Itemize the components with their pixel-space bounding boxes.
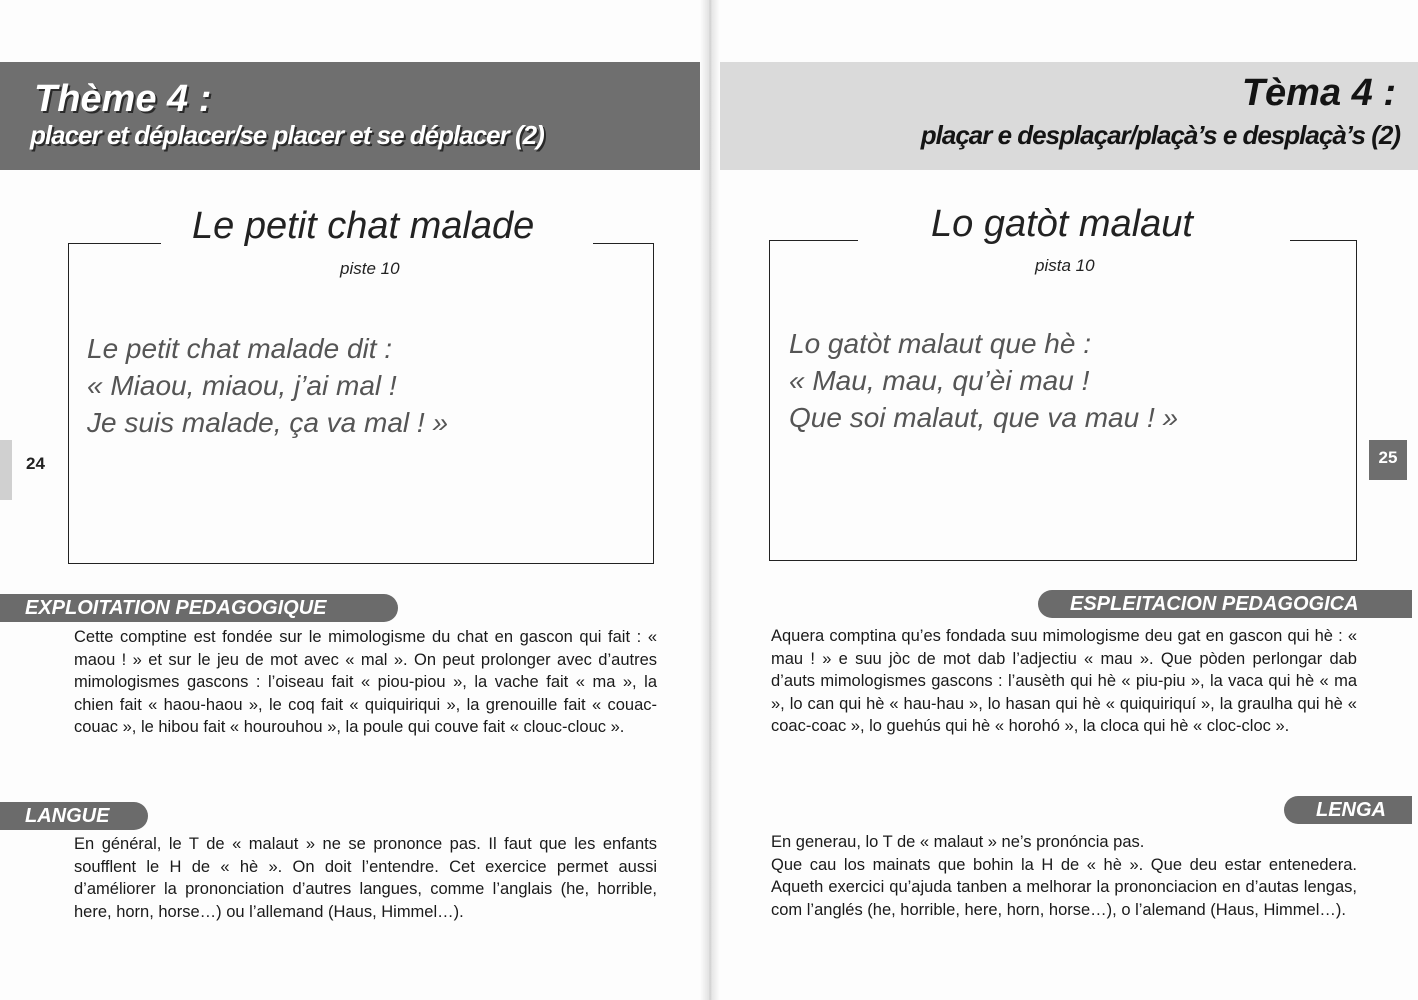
box-border-top-right xyxy=(593,243,653,244)
espleitacion-heading: ESPLEITACION PEDAGOGICA xyxy=(1038,590,1412,618)
box-border-top-left xyxy=(69,243,161,244)
espleitacion-text xyxy=(771,625,1357,738)
theme-subtitle: plaçar e desplaçar/plaçà’s e desplaçà’s (2) xyxy=(920,120,1400,150)
page-number: 24 xyxy=(26,454,45,473)
theme-title: Tèma 4 : xyxy=(1241,72,1396,114)
paragraph: En generau, lo T de « malaut » ne’s pronóncia pas. xyxy=(771,833,1145,851)
page-number: 25 xyxy=(1369,440,1407,480)
exploitation-text xyxy=(74,626,657,739)
langue-text xyxy=(74,833,657,923)
box-border-top-right xyxy=(1290,240,1356,241)
poem-title: Le petit chat malade xyxy=(192,205,535,247)
paragraph: Aquera comptina qu’es fondada suu mimologisme deu gat en gascon qui hè : « mau ! » e suu jòc de mot dab l’adjectiu « mau ». Que pòden perlongar dab d’auts mimologismes gascons : l’ausèth qui hè « piu-piu », la vaca qui hè « ma », lo can qui hè « hau-hau », lo hasan qui hè « quiquiriquí », la graulha qui hè « coac-coac », lo guehús qui hè « horohó », la cloca qui hè « cloc-cloc ». xyxy=(771,627,1357,735)
poem-line: Lo gatòt malaut que hè : xyxy=(789,328,1091,359)
page-edge-shade xyxy=(0,440,12,500)
track-label: piste 10 xyxy=(340,259,400,278)
poem-text xyxy=(789,325,1178,436)
book-gutter xyxy=(700,0,720,1000)
right-page xyxy=(709,0,1418,1000)
paragraph: Que cau los mainats que bohin la H de « hè ». Que deu estar entenedera. Aqueth exercici qu’ajuda tanben a melhorar la prononciacion en d’autas lengas, com l’anglés (he, horrible, here, horn, horse…), o l’alemand (Haus, Himmel…). xyxy=(771,855,1357,919)
theme-subtitle: placer et déplacer/se placer et se déplacer (2) xyxy=(30,120,544,150)
paragraph: Cette comptine est fondée sur le mimologisme du chat en gascon qui fait : « maou ! » et sur le jeu de mot avec « mal ». On peut prolonger avec d’autres mimologismes gascons : l’oiseau fait « piou-piou », la vache fait « ma », la chien fait « haou-haou », le coq fait « quiquiriqui », la grenouille fait « couac-couac », le hibou fait « hourouhou », la poule qui couve fait « clouc-clouc ». xyxy=(74,628,657,736)
lenga-text xyxy=(771,831,1357,921)
paragraph: En général, le T de « malaut » ne se prononce pas. Il faut que les enfants soufflent le H de « hè ». On doit l’entendre. Cet exercice permet aussi d’améliorer la prononciation d’autres langues, comme l’anglais (he, horrible, here, horn, horse…) ou l’allemand (Haus, Himmel…). xyxy=(74,835,657,921)
poem-title: Lo gatòt malaut xyxy=(931,203,1193,245)
lenga-heading: LENGA xyxy=(1284,796,1412,824)
poem-line: « Miaou, miaou, j’ai mal ! xyxy=(87,370,397,401)
poem-line: « Mau, mau, qu’èi mau ! xyxy=(789,365,1090,396)
langue-heading: LANGUE xyxy=(0,802,148,830)
theme-title: Thème 4 : xyxy=(34,78,212,120)
poem-line: Je suis malade, ça va mal ! » xyxy=(87,407,449,438)
poem-line: Que soi malaut, que va mau ! » xyxy=(789,402,1179,433)
poem-line: Le petit chat malade dit : xyxy=(87,333,393,364)
box-border-top-left xyxy=(770,240,858,241)
poem-text xyxy=(87,330,448,441)
exploitation-heading: EXPLOITATION PEDAGOGIQUE xyxy=(0,594,398,622)
theme-banner-gascon xyxy=(709,62,1418,170)
track-label: pista 10 xyxy=(1035,256,1095,275)
theme-banner-french xyxy=(0,62,709,170)
